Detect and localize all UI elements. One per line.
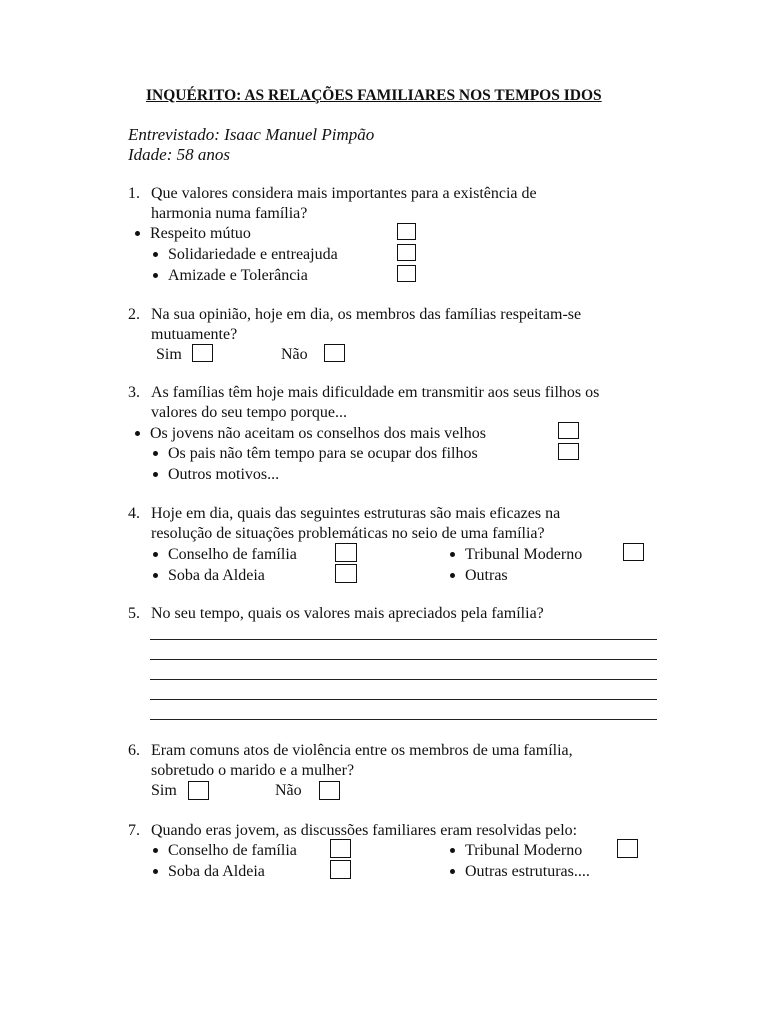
answer-line[interactable] [150, 639, 657, 640]
q3-option-3: Outros motivos... [153, 465, 279, 484]
q4-option-1: Conselho de família [153, 545, 297, 564]
q7-checkbox-3[interactable] [617, 839, 638, 858]
q7-option-4: Outras estruturas.... [450, 862, 590, 881]
answer-line[interactable] [150, 659, 657, 660]
question-1-number: 1. [128, 185, 140, 202]
question-1-text-line1: Que valores considera mais importantes para a existência de [151, 185, 537, 202]
bullet [153, 573, 158, 578]
q1-checkbox-3[interactable] [397, 265, 416, 282]
question-5-number: 5. [128, 605, 140, 622]
age: Idade: 58 anos [128, 145, 230, 164]
question-7-text: Quando eras jovem, as discussões familiares eram resolvidas pelo: [151, 822, 578, 839]
q3-checkbox-2[interactable] [558, 443, 579, 460]
q1-checkbox-1[interactable] [397, 223, 416, 240]
q6-yes-checkbox[interactable] [188, 781, 209, 800]
question-2-text-line1: Na sua opinião, hoje em dia, os membros das famílias respeitam-se [151, 306, 582, 323]
q7-checkbox-2[interactable] [330, 860, 351, 879]
q1-checkbox-2[interactable] [397, 244, 416, 261]
q2-no-label: Não [281, 346, 308, 363]
bullet [153, 252, 158, 257]
bullet [450, 573, 455, 578]
question-5-text: No seu tempo, quais os valores mais apreciados pela família? [151, 605, 544, 622]
question-4-text-line1: Hoje em dia, quais das seguintes estruturas são mais eficazes na [151, 505, 561, 522]
q7-checkbox-1[interactable] [330, 839, 351, 858]
question-6-number: 6. [128, 742, 140, 759]
q3-checkbox-1[interactable] [558, 422, 579, 439]
bullet [135, 431, 140, 436]
question-2-number: 2. [128, 306, 140, 323]
question-4-text-line2: resolução de situações problemáticas no seio de uma família? [151, 525, 545, 542]
q2-yes-label: Sim [156, 346, 182, 363]
question-3-text-line1: As famílias têm hoje mais dificuldade em transmitir aos seus filhos os [151, 384, 600, 401]
bullet [153, 472, 158, 477]
bullet [153, 451, 158, 456]
answer-line[interactable] [150, 679, 657, 680]
bullet [450, 552, 455, 557]
question-2-text-line2: mutuamente? [151, 326, 238, 343]
bullet [135, 231, 140, 236]
bullet [153, 848, 158, 853]
bullet [450, 869, 455, 874]
answer-line[interactable] [150, 719, 657, 720]
q7-option-3: Tribunal Moderno [450, 841, 582, 860]
q2-yes-checkbox[interactable] [192, 344, 213, 362]
bullet [153, 273, 158, 278]
question-3-number: 3. [128, 384, 140, 401]
question-4-number: 4. [128, 505, 140, 522]
bullet [450, 848, 455, 853]
q3-option-2: Os pais não têm tempo para se ocupar dos filhos [153, 444, 478, 463]
q4-checkbox-2[interactable] [335, 564, 357, 583]
q4-option-3: Tribunal Moderno [450, 545, 582, 564]
q1-option-3: Amizade e Tolerância [153, 266, 308, 285]
q6-yes-label: Sim [151, 782, 177, 799]
question-1-text-line2: harmonia numa família? [151, 205, 308, 222]
q6-no-label: Não [275, 782, 302, 799]
q2-no-checkbox[interactable] [324, 344, 345, 362]
q3-option-1: Os jovens não aceitam os conselhos dos mais velhos [135, 424, 486, 443]
q7-option-1: Conselho de família [153, 841, 297, 860]
answer-line[interactable] [150, 699, 657, 700]
q6-no-checkbox[interactable] [319, 781, 340, 800]
q1-option-1: Respeito mútuo [135, 224, 251, 243]
bullet [153, 869, 158, 874]
question-6-text-line1: Eram comuns atos de violência entre os membros de uma família, [151, 742, 573, 759]
question-6-text-line2: sobretudo o marido e a mulher? [151, 762, 355, 779]
interviewee: Entrevistado: Isaac Manuel Pimpão [128, 125, 375, 144]
q4-option-4: Outras [450, 566, 508, 585]
bullet [153, 552, 158, 557]
question-7-number: 7. [128, 822, 140, 839]
q4-checkbox-1[interactable] [335, 543, 357, 562]
q4-checkbox-3[interactable] [623, 543, 644, 561]
question-3-text-line2: valores do seu tempo porque... [151, 404, 347, 421]
q7-option-2: Soba da Aldeia [153, 862, 265, 881]
document-title: INQUÉRITO: AS RELAÇÕES FAMILIARES NOS TEMPOS IDOS [146, 87, 602, 104]
q4-option-2: Soba da Aldeia [153, 566, 265, 585]
q1-option-2: Solidariedade e entreajuda [153, 245, 338, 264]
